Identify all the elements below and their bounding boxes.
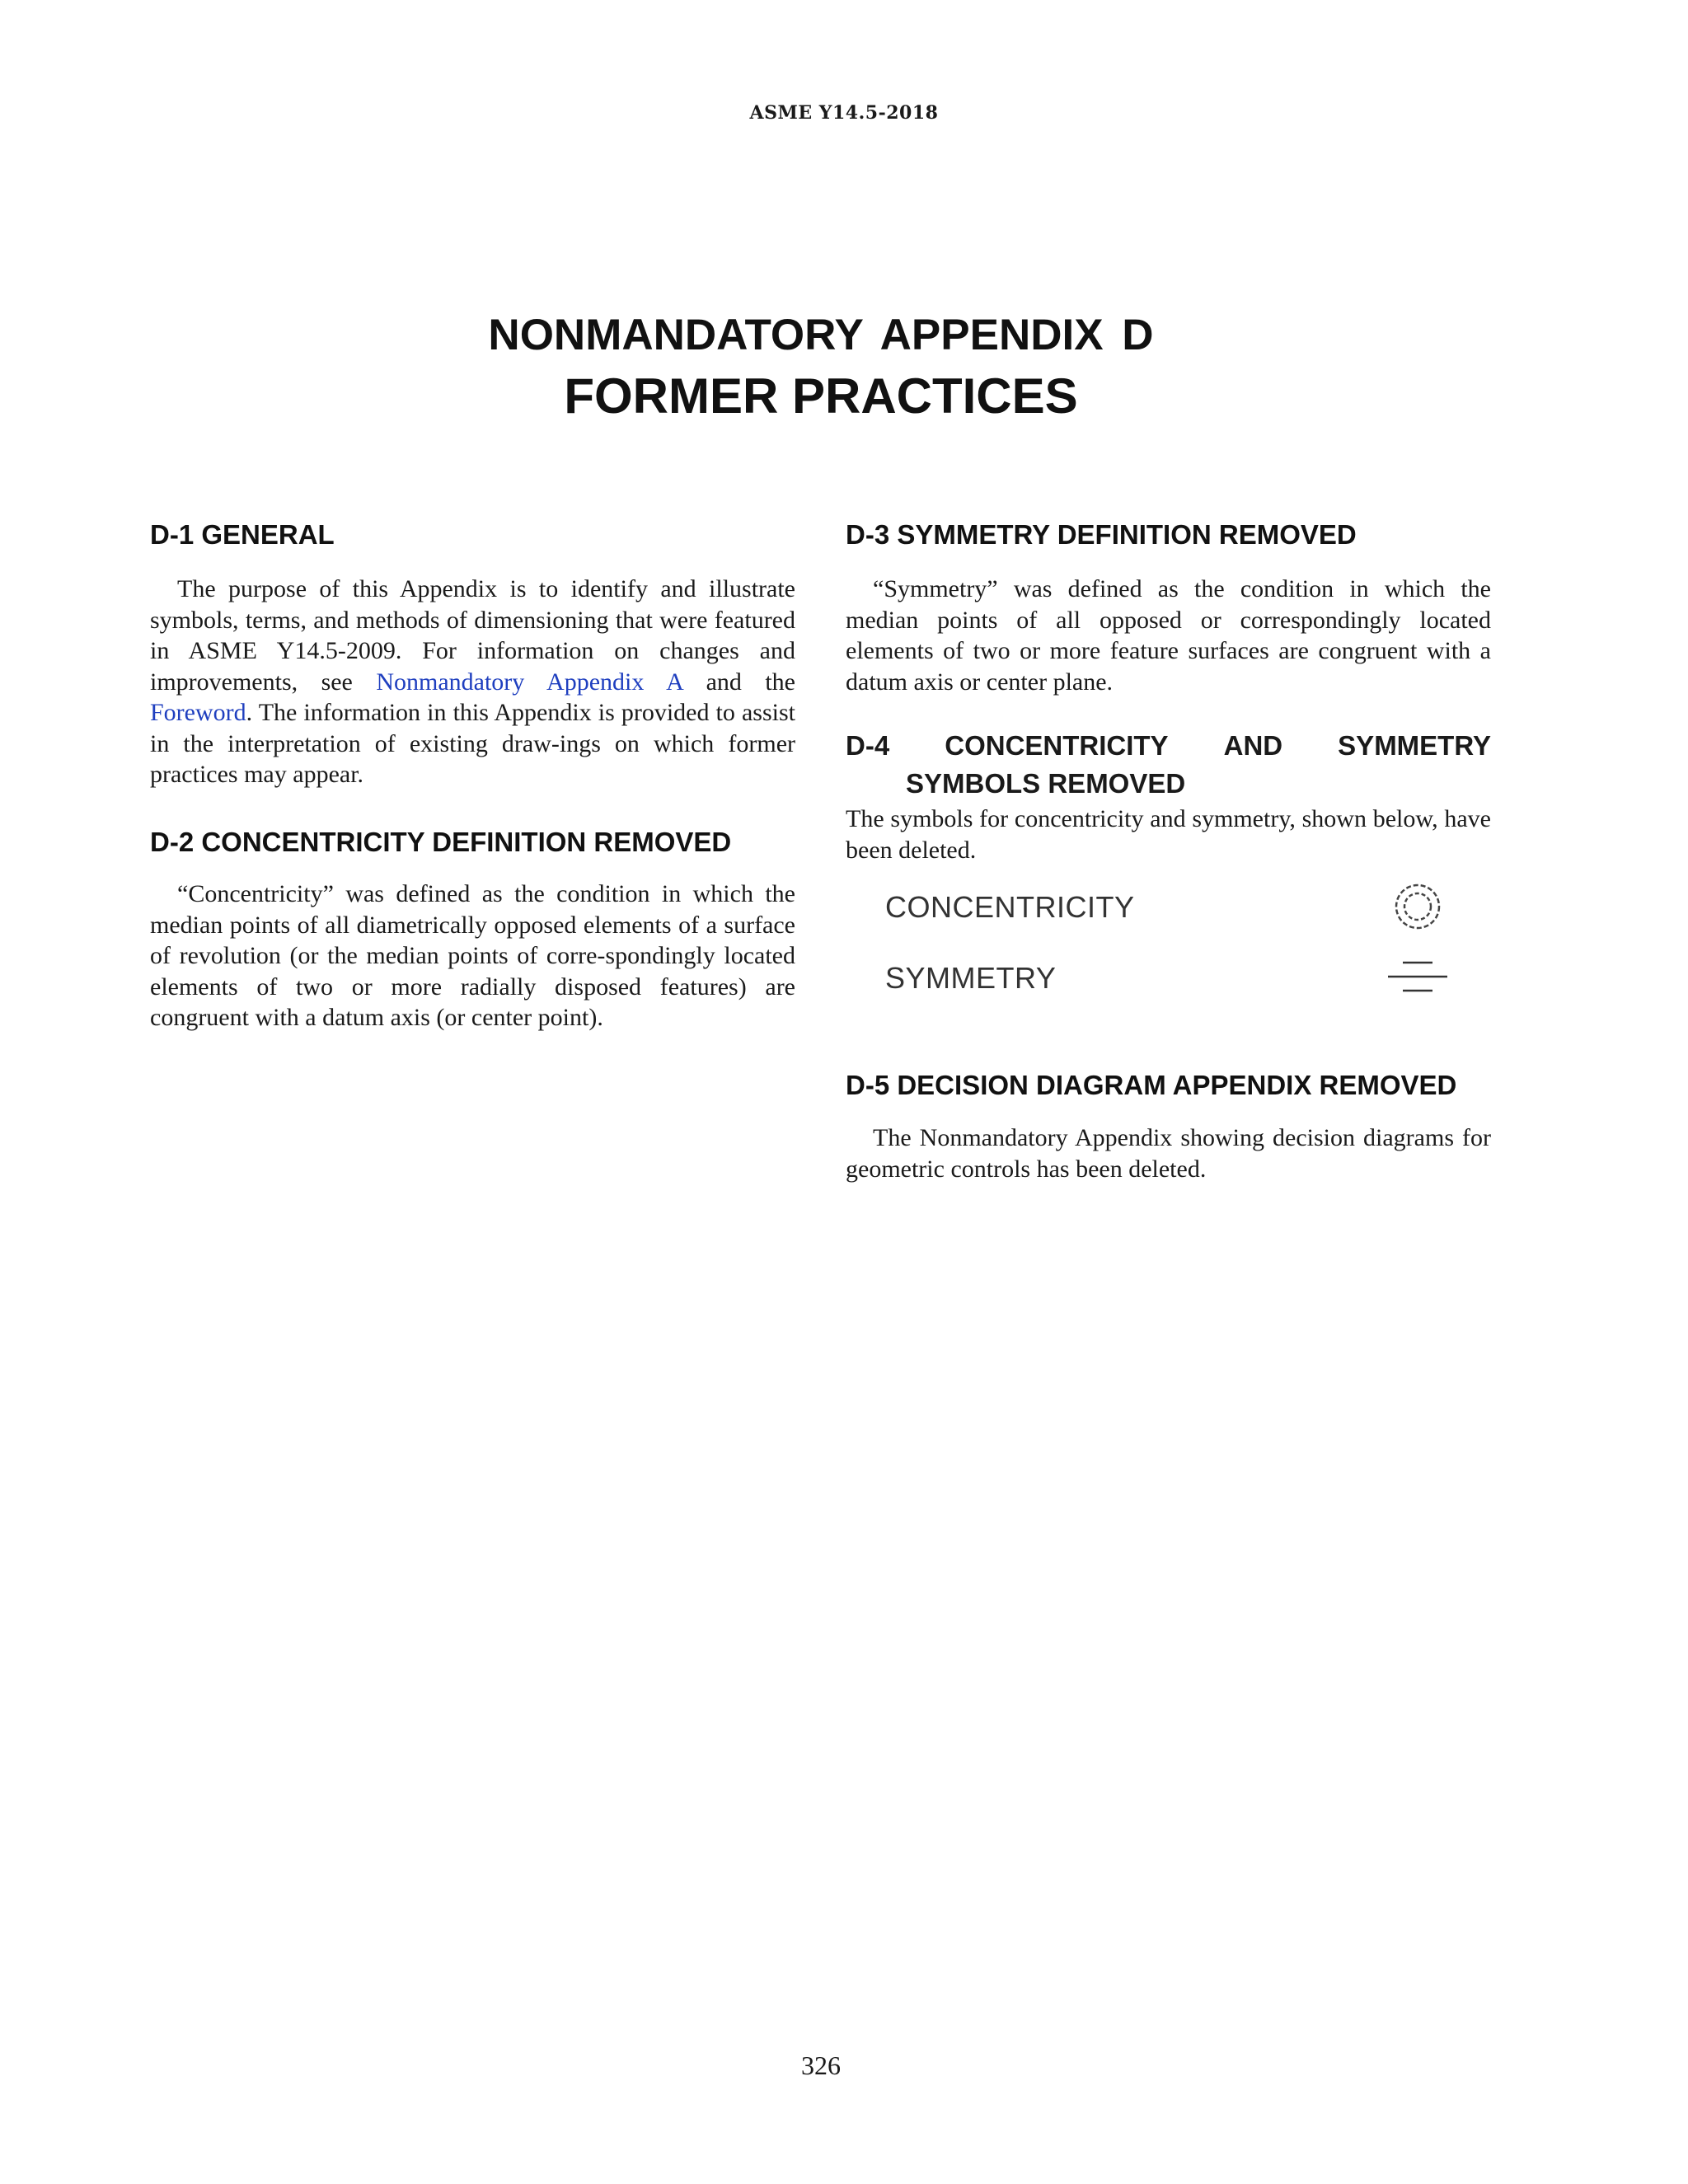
section-d3-heading: D-3 SYMMETRY DEFINITION REMOVED — [846, 519, 1357, 550]
page-number: 326 — [801, 2050, 841, 2080]
running-head: ASME Y14.5-2018 — [749, 102, 939, 124]
section-d5-body: The Nonmandatory Appendix showing decision diagrams for geometric controls has been deleted. — [846, 1124, 1491, 1183]
section-d4-heading-line2: SYMBOLS REMOVED — [906, 768, 1186, 799]
section-d5-heading: D-5 DECISION DIAGRAM APPENDIX REMOVED — [846, 1070, 1457, 1100]
section-d4-word-and: AND — [1223, 730, 1283, 761]
section-d2-body: “Concentricity” was defined as the condition in which the median points of all diametrically opposed elements of a surface of revolution (or the median points of corre-spondingly located elements of two or more radially disposed features) are congruent with a datum axis (or center point). — [150, 880, 795, 1031]
section-d2-heading: D-2 CONCENTRICITY DEFINITION REMOVED — [150, 827, 732, 857]
section-d1-heading: D-1 GENERAL — [150, 519, 335, 550]
section-d3-body: “Symmetry” was defined as the condition in which the median points of all opposed or correspondingly located elements of two or more feature surfaces are congruent with a datum axis or center plane. — [846, 575, 1491, 696]
section-d4-word-concentricity: CONCENTRICITY — [945, 730, 1169, 761]
section-d4-word-symmetry: SYMMETRY — [1338, 730, 1491, 761]
foreword-link[interactable]: Foreword — [150, 699, 246, 726]
section-d4-heading — [846, 730, 1491, 762]
symmetry-icon — [1385, 956, 1451, 997]
concentricity-label: CONCENTRICITY — [885, 890, 1135, 924]
appendix-title: NONMANDATORY APPENDIX D — [488, 311, 1154, 359]
section-d1-body — [150, 574, 795, 790]
concentricity-icon — [1393, 882, 1442, 931]
section-d1-text-end: . The information in this Appendix is provided to assist in the interpretation of existing draw-ings on which former practices may appear. — [150, 699, 795, 788]
appendix-subtitle: FORMER PRACTICES — [564, 368, 1078, 424]
symmetry-label: SYMMETRY — [885, 961, 1057, 995]
section-d4-number: D-4 — [846, 730, 890, 761]
appendix-a-link[interactable]: Nonmandatory Appendix A — [376, 668, 683, 696]
section-d1-text-start: The purpose of this Appendix is to identify and illustrate symbols, terms, and methods of dimensioning that were featured in ASME Y14.5-2009. For information on changes and improvements, see — [150, 575, 795, 696]
section-d4-body: The symbols for concentricity and symmetry, shown below, have been deleted. — [846, 805, 1491, 864]
section-d1-text-between: and the — [682, 668, 795, 696]
